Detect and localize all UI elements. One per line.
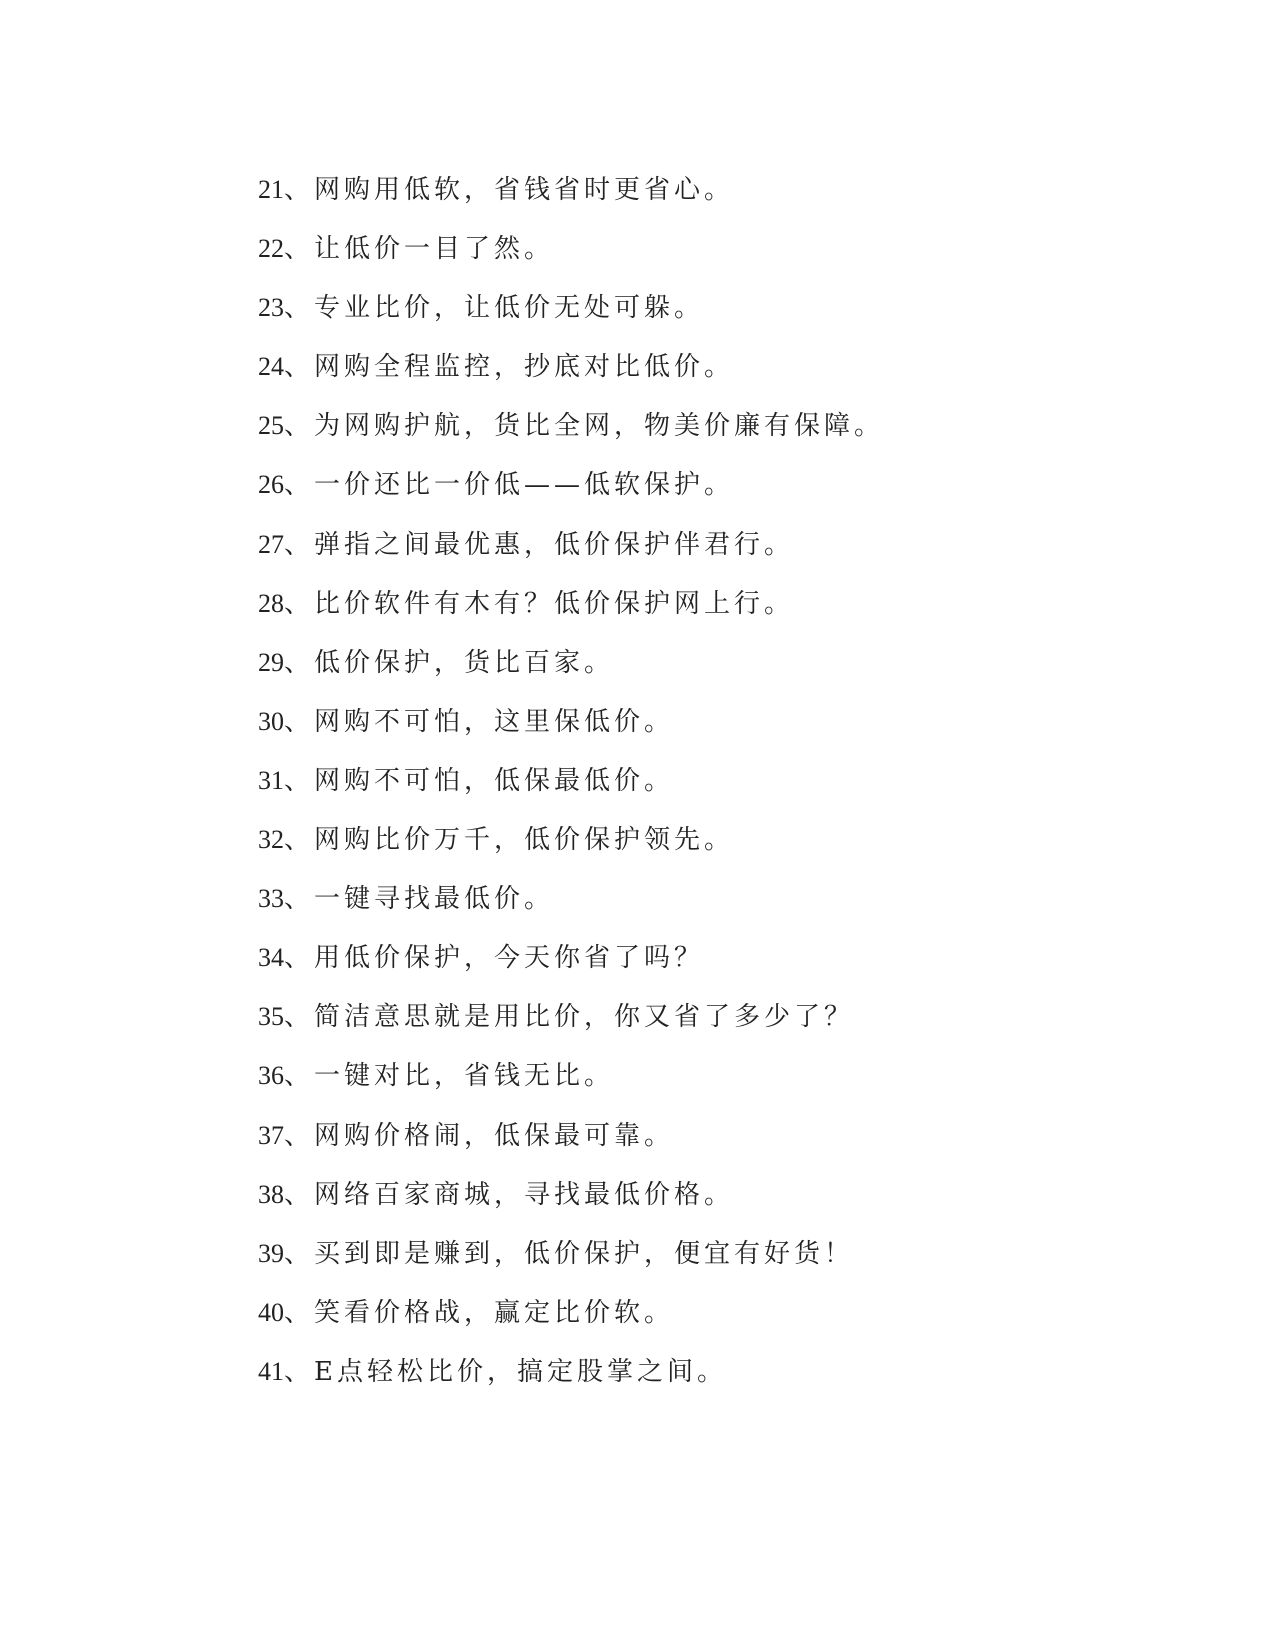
- item-number: 28: [258, 588, 284, 618]
- item-number: 24: [258, 352, 284, 382]
- item-number: 32: [258, 825, 284, 855]
- item-number: 30: [258, 706, 284, 736]
- item-text: 、网购价格闹，低保最可靠。: [284, 1120, 675, 1151]
- item-text: 、让低价一目了然。: [284, 234, 555, 265]
- item-number: 38: [258, 1179, 284, 1209]
- item-number: 22: [258, 234, 284, 264]
- item-text: 、网购不可怕，低保最低价。: [284, 765, 675, 796]
- list-item: [258, 810, 1158, 869]
- list-item: [258, 278, 1158, 337]
- list-item: [258, 987, 1158, 1046]
- item-text: 、比价软件有木有？低价保护网上行。: [284, 588, 795, 619]
- list-item: [258, 455, 1158, 514]
- item-number: 27: [258, 529, 284, 559]
- list-item: [258, 869, 1158, 928]
- item-number: 33: [258, 884, 284, 914]
- item-number: 36: [258, 1061, 284, 1091]
- item-text: 、一键对比，省钱无比。: [284, 1061, 615, 1092]
- list-item: [258, 219, 1158, 278]
- item-number: 40: [258, 1297, 284, 1327]
- list-item: [258, 1165, 1158, 1224]
- list-item: [258, 515, 1158, 574]
- item-text: 、弹指之间最优惠，低价保护伴君行。: [284, 529, 795, 560]
- item-text: 、一键寻找最低价。: [284, 884, 555, 915]
- list-item: [258, 633, 1158, 692]
- list-item: [258, 928, 1158, 987]
- item-text: 、简洁意思就是用比价，你又省了多少了？: [284, 1002, 855, 1033]
- item-text: 、用低价保护，今天你省了吗？: [284, 943, 705, 974]
- list-item: [258, 1046, 1158, 1105]
- list-item: [258, 751, 1158, 810]
- item-number: 29: [258, 647, 284, 677]
- item-number: 31: [258, 765, 284, 795]
- item-number: 35: [258, 1002, 284, 1032]
- item-number: 25: [258, 411, 284, 441]
- list-item: [258, 1342, 1158, 1401]
- list-item: [258, 1283, 1158, 1342]
- list-item: [258, 692, 1158, 751]
- item-text: 、E点轻松比价，搞定股掌之间。: [284, 1356, 727, 1387]
- item-number: 37: [258, 1120, 284, 1150]
- item-text: 、为网购护航，货比全网，物美价廉有保障。: [284, 411, 885, 442]
- item-number: 26: [258, 470, 284, 500]
- item-text: 、网购全程监控，抄底对比低价。: [284, 352, 735, 383]
- item-number: 23: [258, 293, 284, 323]
- item-text: 、网购不可怕，这里保低价。: [284, 706, 675, 737]
- item-number: 21: [258, 175, 284, 204]
- item-text: 、网络百家商城，寻找最低价格。: [284, 1179, 735, 1210]
- slogan-list: [258, 160, 1158, 1401]
- item-text: 、网购用低软，省钱省时更省心。: [284, 175, 735, 205]
- item-text: 、低价保护，货比百家。: [284, 647, 615, 678]
- item-number: 39: [258, 1238, 284, 1268]
- item-text: 、笑看价格战，赢定比价软。: [284, 1297, 675, 1328]
- list-item: [258, 1106, 1158, 1165]
- list-item: [258, 396, 1158, 455]
- item-text: 、买到即是赚到，低价保护，便宜有好货！: [284, 1238, 855, 1269]
- item-number: 34: [258, 943, 284, 973]
- item-text: 、专业比价，让低价无处可躲。: [284, 293, 705, 324]
- item-text: 、一价还比一价低——低软保护。: [284, 470, 735, 501]
- list-item: [258, 1224, 1158, 1283]
- list-item: [258, 574, 1158, 633]
- list-item: [258, 337, 1158, 396]
- item-number: 41: [258, 1356, 284, 1386]
- list-item: [258, 160, 1158, 219]
- item-text: 、网购比价万千，低价保护领先。: [284, 825, 735, 856]
